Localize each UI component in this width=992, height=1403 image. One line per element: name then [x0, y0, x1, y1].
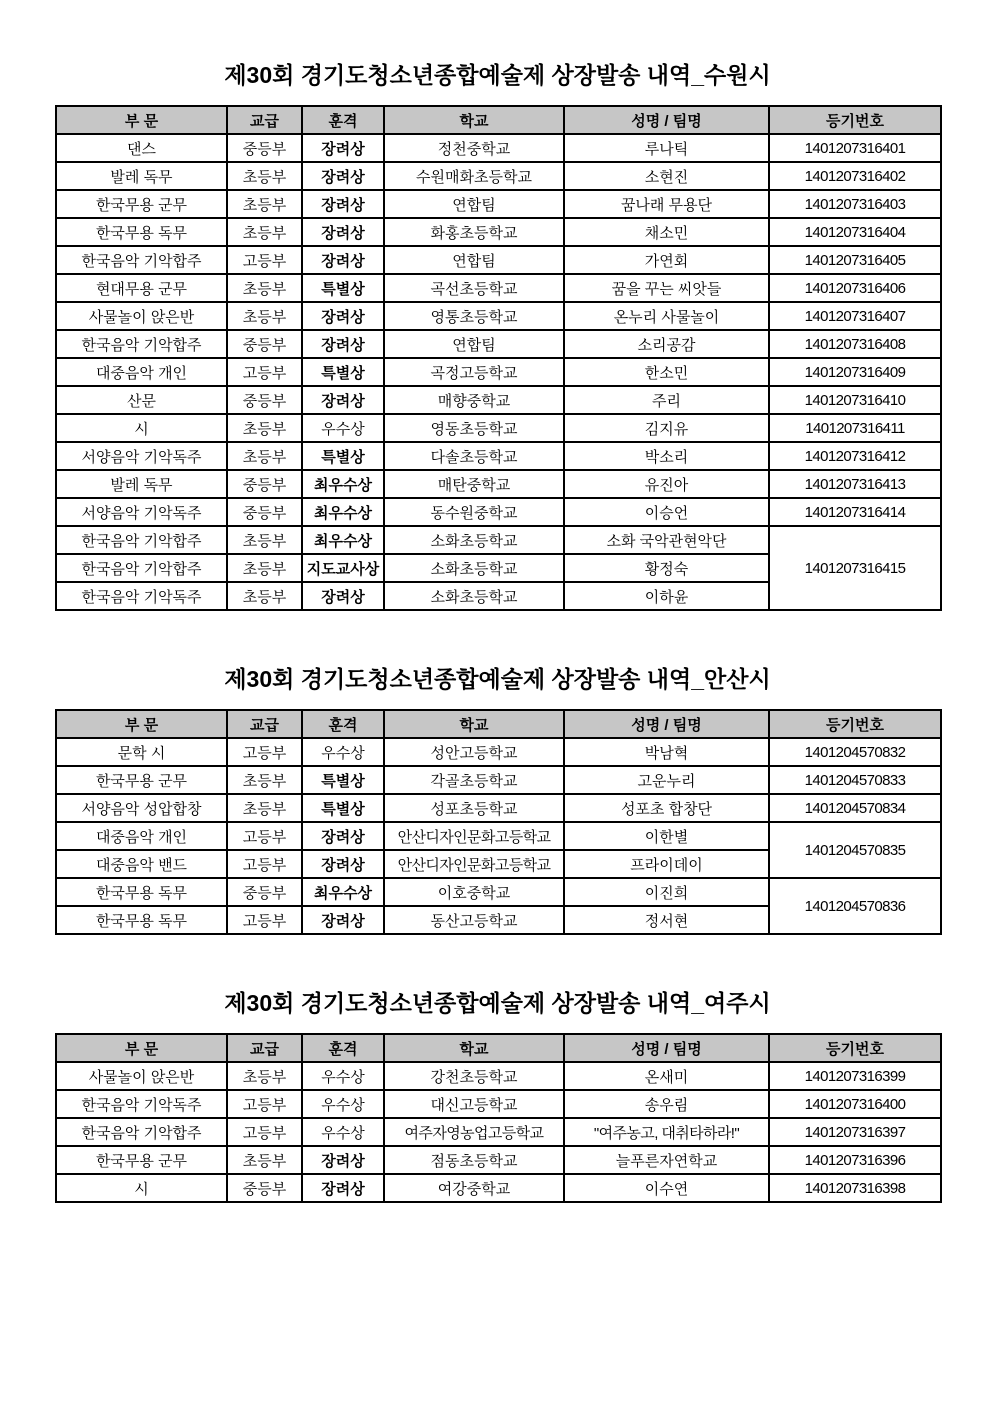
cell-award: 장려상	[302, 190, 384, 218]
table-row	[56, 330, 941, 358]
table-row	[56, 794, 941, 822]
cell-award: 장려상	[302, 386, 384, 414]
column-header-grade: 교급	[227, 106, 302, 134]
table-row	[56, 526, 941, 554]
cell-award: 우수상	[302, 414, 384, 442]
cell-award: 특별상	[302, 794, 384, 822]
column-header-school: 학교	[384, 106, 564, 134]
cell-reg-number: 1401204570836	[769, 878, 941, 934]
cell-name: 이수연	[564, 1174, 769, 1202]
cell-category: 한국무용 군무	[56, 1146, 227, 1174]
cell-award: 최우수상	[302, 526, 384, 554]
cell-name: 박소리	[564, 442, 769, 470]
cell-grade: 고등부	[227, 1118, 302, 1146]
cell-award: 특별상	[302, 766, 384, 794]
cell-grade: 고등부	[227, 246, 302, 274]
cell-grade: 초등부	[227, 302, 302, 330]
cell-school: 동산고등학교	[384, 906, 564, 934]
cell-school: 정천중학교	[384, 134, 564, 162]
cell-name: 이승언	[564, 498, 769, 526]
cell-reg-number: 1401204570832	[769, 738, 941, 766]
cell-grade: 고등부	[227, 1090, 302, 1118]
cell-award: 특별상	[302, 442, 384, 470]
page-title: 제30회 경기도청소년종합예술제 상장발송 내역_여주시	[224, 990, 771, 1016]
table-header	[56, 1034, 941, 1062]
table-row	[56, 442, 941, 470]
cell-grade: 초등부	[227, 442, 302, 470]
cell-category: 한국음악 기악합주	[56, 246, 227, 274]
cell-award: 최우수상	[302, 498, 384, 526]
cell-grade: 중등부	[227, 134, 302, 162]
cell-category: 한국음악 기악합주	[56, 526, 227, 554]
cell-award: 지도교사상	[302, 554, 384, 582]
cell-school: 소화초등학교	[384, 582, 564, 610]
cell-name: 소화 국악관현악단	[564, 526, 769, 554]
cell-name: 이진희	[564, 878, 769, 906]
cell-award: 우수상	[302, 1062, 384, 1090]
column-header-award: 훈격	[302, 1034, 384, 1062]
cell-reg-number: 1401207316408	[769, 330, 941, 358]
cell-category: 현대무용 군무	[56, 274, 227, 302]
column-header-category: 부 문	[56, 1034, 227, 1062]
cell-name: 이하윤	[564, 582, 769, 610]
cell-school: 매탄중학교	[384, 470, 564, 498]
cell-award: 장려상	[302, 330, 384, 358]
cell-grade: 중등부	[227, 878, 302, 906]
cell-award: 장려상	[302, 218, 384, 246]
cell-category: 한국무용 군무	[56, 190, 227, 218]
cell-category: 한국무용 독무	[56, 218, 227, 246]
cell-name: 주리	[564, 386, 769, 414]
cell-grade: 중등부	[227, 498, 302, 526]
table-body	[56, 1062, 941, 1202]
cell-category: 한국음악 기악독주	[56, 1090, 227, 1118]
cell-school: 대신고등학교	[384, 1090, 564, 1118]
cell-school: 연합팀	[384, 330, 564, 358]
cell-school: 곡정고등학교	[384, 358, 564, 386]
column-header-grade: 교급	[227, 710, 302, 738]
page-title: 제30회 경기도청소년종합예술제 상장발송 내역_수원시	[224, 62, 771, 88]
cell-grade: 초등부	[227, 274, 302, 302]
table-row	[56, 218, 941, 246]
column-header-award: 훈격	[302, 710, 384, 738]
cell-award: 우수상	[302, 738, 384, 766]
cell-school: 여강중학교	[384, 1174, 564, 1202]
cell-reg-number: 1401207316409	[769, 358, 941, 386]
table-row	[56, 302, 941, 330]
cell-reg-number: 1401207316405	[769, 246, 941, 274]
cell-name: 김지유	[564, 414, 769, 442]
page-title: 제30회 경기도청소년종합예술제 상장발송 내역_안산시	[224, 666, 771, 692]
table-header	[56, 710, 941, 738]
column-header-category: 부 문	[56, 710, 227, 738]
cell-grade: 초등부	[227, 1062, 302, 1090]
cell-school: 이호중학교	[384, 878, 564, 906]
award-table-ansan	[55, 709, 942, 935]
cell-category: 산문	[56, 386, 227, 414]
cell-name: 황정숙	[564, 554, 769, 582]
cell-category: 한국음악 기악합주	[56, 1118, 227, 1146]
cell-award: 장려상	[302, 246, 384, 274]
cell-category: 서양음악 성압합창	[56, 794, 227, 822]
cell-school: 수원매화초등학교	[384, 162, 564, 190]
cell-award: 장려상	[302, 1146, 384, 1174]
cell-name: 소리공감	[564, 330, 769, 358]
section-yeoju	[55, 985, 940, 1203]
cell-reg-number: 1401207316399	[769, 1062, 941, 1090]
cell-award: 장려상	[302, 822, 384, 850]
table-row	[56, 822, 941, 850]
cell-school: 각골초등학교	[384, 766, 564, 794]
table-row	[56, 470, 941, 498]
table-row	[56, 498, 941, 526]
cell-reg-number: 1401207316397	[769, 1118, 941, 1146]
cell-name: 가연회	[564, 246, 769, 274]
column-header-reg-number: 등기번호	[769, 106, 941, 134]
cell-name: 정서현	[564, 906, 769, 934]
cell-award: 장려상	[302, 162, 384, 190]
cell-award: 특별상	[302, 274, 384, 302]
cell-grade: 초등부	[227, 554, 302, 582]
cell-school: 매향중학교	[384, 386, 564, 414]
column-header-reg-number: 등기번호	[769, 710, 941, 738]
cell-school: 영동초등학교	[384, 414, 564, 442]
cell-award: 장려상	[302, 134, 384, 162]
column-header-school: 학교	[384, 710, 564, 738]
cell-grade: 초등부	[227, 190, 302, 218]
cell-school: 화홍초등학교	[384, 218, 564, 246]
cell-reg-number: 1401204570835	[769, 822, 941, 878]
section-suwon	[55, 57, 940, 611]
cell-grade: 고등부	[227, 822, 302, 850]
cell-award: 최우수상	[302, 878, 384, 906]
cell-grade: 중등부	[227, 1174, 302, 1202]
table-body	[56, 134, 941, 610]
cell-school: 여주자영농업고등학교	[384, 1118, 564, 1146]
cell-award: 우수상	[302, 1090, 384, 1118]
cell-name: 박남혁	[564, 738, 769, 766]
cell-name: 꿈을 꾸는 씨앗들	[564, 274, 769, 302]
cell-grade: 초등부	[227, 582, 302, 610]
cell-grade: 초등부	[227, 414, 302, 442]
table-body	[56, 738, 941, 934]
cell-school: 연합팀	[384, 246, 564, 274]
cell-reg-number: 1401204570833	[769, 766, 941, 794]
cell-reg-number: 1401207316403	[769, 190, 941, 218]
cell-category: 발레 독무	[56, 470, 227, 498]
cell-award: 최우수상	[302, 470, 384, 498]
cell-name: "여주농고, 대취타하라!"	[564, 1118, 769, 1146]
cell-award: 장려상	[302, 582, 384, 610]
table-row	[56, 1090, 941, 1118]
section-ansan	[55, 661, 940, 935]
cell-category: 한국음악 기악독주	[56, 582, 227, 610]
cell-school: 성안고등학교	[384, 738, 564, 766]
cell-grade: 고등부	[227, 358, 302, 386]
cell-category: 한국무용 독무	[56, 906, 227, 934]
cell-grade: 초등부	[227, 1146, 302, 1174]
column-header-category: 부 문	[56, 106, 227, 134]
cell-category: 시	[56, 414, 227, 442]
cell-category: 사물놀이 앉은반	[56, 1062, 227, 1090]
cell-school: 연합팀	[384, 190, 564, 218]
cell-category: 한국무용 독무	[56, 878, 227, 906]
cell-reg-number: 1401207316407	[769, 302, 941, 330]
cell-reg-number: 1401207316410	[769, 386, 941, 414]
cell-reg-number: 1401207316404	[769, 218, 941, 246]
column-header-name: 성명 / 팀명	[564, 1034, 769, 1062]
cell-category: 시	[56, 1174, 227, 1202]
table-row	[56, 1174, 941, 1202]
table-row	[56, 1062, 941, 1090]
cell-reg-number: 1401207316401	[769, 134, 941, 162]
column-header-grade: 교급	[227, 1034, 302, 1062]
cell-name: 소현진	[564, 162, 769, 190]
cell-category: 대중음악 밴드	[56, 850, 227, 878]
cell-reg-number: 1401207316402	[769, 162, 941, 190]
cell-name: 온누리 사물놀이	[564, 302, 769, 330]
table-row	[56, 134, 941, 162]
cell-school: 영통초등학교	[384, 302, 564, 330]
cell-grade: 고등부	[227, 906, 302, 934]
award-table-suwon	[55, 105, 942, 611]
cell-award: 장려상	[302, 302, 384, 330]
cell-grade: 초등부	[227, 766, 302, 794]
cell-grade: 초등부	[227, 794, 302, 822]
table-row	[56, 246, 941, 274]
table-row	[56, 1118, 941, 1146]
cell-name: 늘푸른자연학교	[564, 1146, 769, 1174]
table-row	[56, 1146, 941, 1174]
table-row	[56, 190, 941, 218]
cell-reg-number: 1401207316411	[769, 414, 941, 442]
cell-category: 댄스	[56, 134, 227, 162]
cell-name: 송우림	[564, 1090, 769, 1118]
table-row	[56, 162, 941, 190]
cell-name: 이한별	[564, 822, 769, 850]
cell-name: 고운누리	[564, 766, 769, 794]
cell-school: 안산디자인문화고등학교	[384, 850, 564, 878]
cell-name: 채소민	[564, 218, 769, 246]
column-header-school: 학교	[384, 1034, 564, 1062]
cell-category: 발레 독무	[56, 162, 227, 190]
cell-award: 특별상	[302, 358, 384, 386]
cell-grade: 초등부	[227, 218, 302, 246]
cell-name: 루나틱	[564, 134, 769, 162]
cell-reg-number: 1401204570834	[769, 794, 941, 822]
table-header	[56, 106, 941, 134]
cell-name: 성포초 합창단	[564, 794, 769, 822]
cell-school: 소화초등학교	[384, 526, 564, 554]
cell-name: 온새미	[564, 1062, 769, 1090]
cell-award: 장려상	[302, 906, 384, 934]
cell-reg-number: 1401207316414	[769, 498, 941, 526]
cell-reg-number: 1401207316412	[769, 442, 941, 470]
cell-reg-number: 1401207316406	[769, 274, 941, 302]
cell-grade: 초등부	[227, 526, 302, 554]
cell-reg-number: 1401207316413	[769, 470, 941, 498]
table-row	[56, 766, 941, 794]
cell-category: 사물놀이 앉은반	[56, 302, 227, 330]
table-row	[56, 414, 941, 442]
cell-category: 문학 시	[56, 738, 227, 766]
cell-reg-number: 1401207316396	[769, 1146, 941, 1174]
table-row	[56, 878, 941, 906]
cell-reg-number: 1401207316398	[769, 1174, 941, 1202]
table-row	[56, 738, 941, 766]
cell-school: 안산디자인문화고등학교	[384, 822, 564, 850]
cell-grade: 중등부	[227, 330, 302, 358]
cell-school: 소화초등학교	[384, 554, 564, 582]
cell-grade: 중등부	[227, 386, 302, 414]
cell-reg-number: 1401207316400	[769, 1090, 941, 1118]
cell-grade: 중등부	[227, 470, 302, 498]
cell-category: 서양음악 기악독주	[56, 442, 227, 470]
cell-school: 점동초등학교	[384, 1146, 564, 1174]
cell-school: 동수원중학교	[384, 498, 564, 526]
cell-school: 곡선초등학교	[384, 274, 564, 302]
cell-school: 성포초등학교	[384, 794, 564, 822]
table-row	[56, 386, 941, 414]
cell-name: 유진아	[564, 470, 769, 498]
column-header-name: 성명 / 팀명	[564, 106, 769, 134]
column-header-award: 훈격	[302, 106, 384, 134]
column-header-reg-number: 등기번호	[769, 1034, 941, 1062]
cell-school: 강천초등학교	[384, 1062, 564, 1090]
cell-award: 우수상	[302, 1118, 384, 1146]
cell-school: 다솔초등학교	[384, 442, 564, 470]
cell-category: 대중음악 개인	[56, 358, 227, 386]
award-table-yeoju	[55, 1033, 942, 1203]
cell-reg-number: 1401207316415	[769, 526, 941, 610]
cell-award: 장려상	[302, 850, 384, 878]
cell-name: 한소민	[564, 358, 769, 386]
cell-grade: 고등부	[227, 850, 302, 878]
table-row	[56, 358, 941, 386]
cell-category: 한국음악 기악합주	[56, 330, 227, 358]
table-row	[56, 274, 941, 302]
cell-category: 대중음악 개인	[56, 822, 227, 850]
column-header-name: 성명 / 팀명	[564, 710, 769, 738]
cell-name: 꿈나래 무용단	[564, 190, 769, 218]
cell-category: 한국무용 군무	[56, 766, 227, 794]
cell-category: 한국음악 기악합주	[56, 554, 227, 582]
cell-award: 장려상	[302, 1174, 384, 1202]
cell-name: 프라이데이	[564, 850, 769, 878]
cell-grade: 초등부	[227, 162, 302, 190]
cell-category: 서양음악 기악독주	[56, 498, 227, 526]
cell-grade: 고등부	[227, 738, 302, 766]
